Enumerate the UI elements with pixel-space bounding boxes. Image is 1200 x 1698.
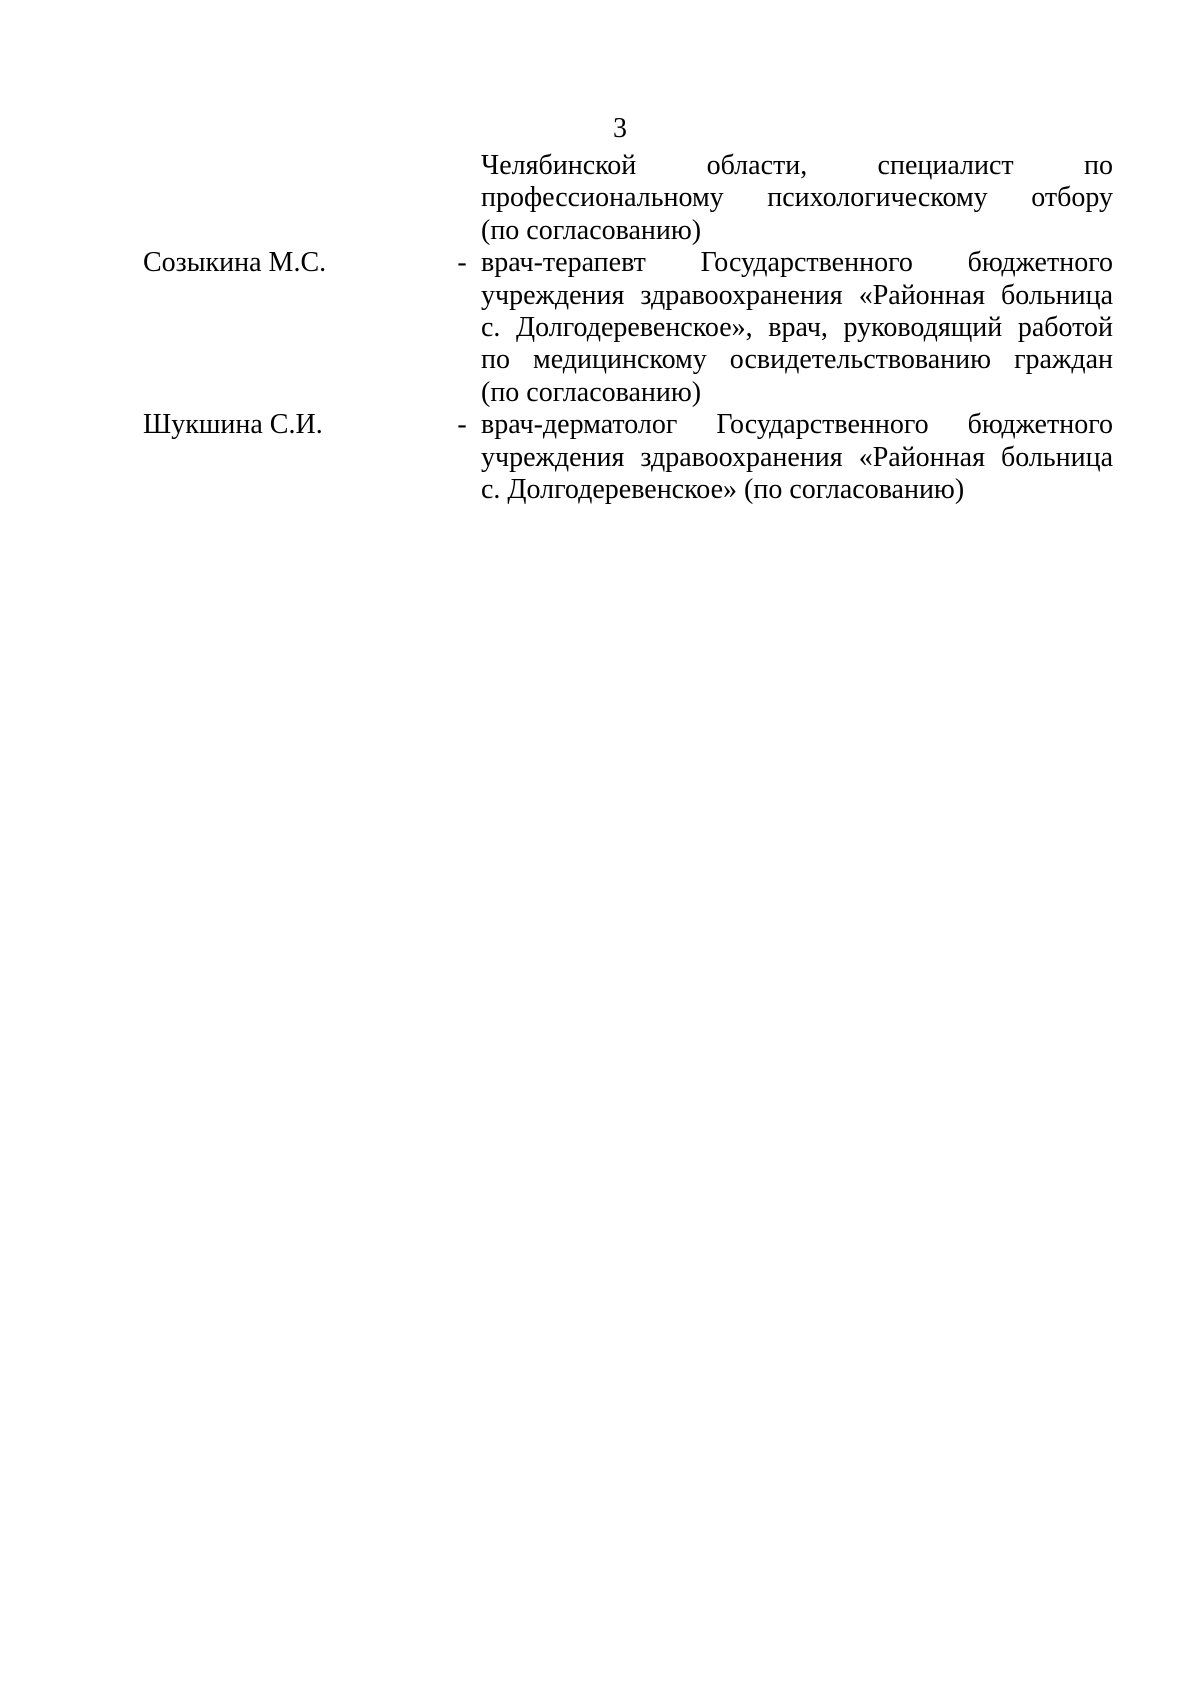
description-line: по медицинскому освидетельствованию граждан — [481, 344, 1113, 376]
description-line: учреждения здравоохранения «Районная больница — [481, 279, 1113, 311]
description-line: врач-дерматолог Государственного бюджетного — [481, 409, 1113, 441]
member-description — [481, 247, 1113, 409]
description-line: (по согласованию) — [481, 214, 702, 246]
description-line: (по согласованию) — [481, 376, 702, 408]
member-description — [481, 409, 1113, 506]
member-entry-sozykina — [143, 247, 1113, 409]
description-line: учреждения здравоохранения «Районная больница — [481, 441, 1113, 473]
dash-separator — [443, 150, 481, 247]
member-name: Шукшина С.И. — [143, 409, 323, 441]
member-description — [481, 150, 1113, 247]
description-line: профессиональному психологическому отбору — [481, 182, 1113, 214]
member-entry-shukshina — [143, 409, 1113, 506]
dash-separator: - — [457, 409, 467, 441]
description-line: с. Долгодеревенское», врач, руководящий работой — [481, 312, 1113, 344]
description-line: Челябинской области, специалист по — [481, 150, 1113, 181]
member-name — [143, 150, 443, 247]
page-number: 3 — [613, 113, 627, 144]
dash-separator: - — [457, 247, 467, 279]
member-name: Созыкина М.С. — [143, 247, 327, 279]
member-list — [143, 150, 1113, 506]
member-entry-continuation — [143, 150, 1113, 247]
description-line: врач-терапевт Государственного бюджетного — [481, 247, 1113, 279]
description-line: с. Долгодеревенское» (по согласованию) — [481, 474, 965, 506]
